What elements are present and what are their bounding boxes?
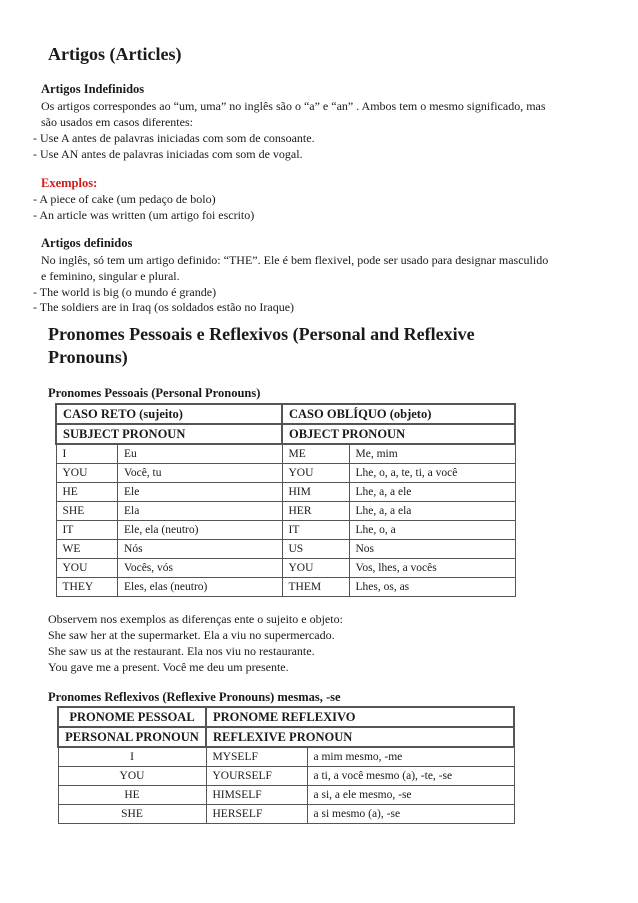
pronouns-title-line2: Pronouns) (48, 347, 128, 367)
indefinite-text-line1: Os artigos correspondes ao “um, uma” no inglês são o “a” e “an” . Ambos tem o mesmo significado, mas (41, 99, 546, 113)
table-cell: a si mesmo (a), -se (307, 804, 514, 823)
table-row (58, 785, 514, 804)
pronoun-example-line: Observem nos exemplos as diferenças ente o sujeito e objeto: (48, 612, 343, 626)
definite-text-line2: e feminino, singular e plural. (41, 269, 180, 283)
table-header-cell: PRONOME PESSOAL (58, 707, 206, 727)
table-cell: YOU (58, 766, 206, 785)
examples-heading: Exemplos: (41, 176, 98, 190)
table-row (56, 558, 515, 577)
personal-pronouns-table (55, 403, 516, 597)
table-cell: Ela (118, 501, 282, 520)
table-cell: MYSELF (206, 747, 307, 766)
table-cell: YOU (282, 463, 349, 482)
table-cell: ME (282, 444, 349, 463)
table-row (56, 520, 515, 539)
table-cell: I (56, 444, 118, 463)
table-cell: YOU (56, 558, 118, 577)
definite-bullet1: - The world is big (o mundo é grande) (33, 285, 217, 299)
table-cell: HER (282, 501, 349, 520)
table-cell: Nós (118, 539, 282, 558)
indefinite-bullet-a: - Use A antes de palavras iniciadas com som de consoante. (33, 131, 315, 145)
table-header-cell: OBJECT PRONOUN (282, 424, 515, 444)
reflexive-pronouns-table (57, 706, 515, 824)
table-cell: SHE (56, 501, 118, 520)
table-cell: Vocês, vós (118, 558, 282, 577)
table-cell: Ele, ela (neutro) (118, 520, 282, 539)
table-cell: Lhe, a, a ela (349, 501, 515, 520)
pronouns-title-line1: Pronomes Pessoais e Reflexivos (Personal and Reflexive (48, 324, 475, 344)
indefinite-text-line2: são usados em casos diferentes: (41, 115, 193, 129)
table-row (56, 463, 515, 482)
definite-bullet2: - The soldiers are in Iraq (os soldados estão no Iraque) (33, 300, 295, 314)
table-header-cell: CASO OBLÍQUO (objeto) (282, 404, 515, 424)
table-header-cell: CASO RETO (sujeito) (56, 404, 282, 424)
table-row (58, 766, 514, 785)
table-cell: Lhe, o, a, te, ti, a você (349, 463, 515, 482)
table-cell: HERSELF (206, 804, 307, 823)
table-row (58, 747, 514, 766)
pronoun-example-line: She saw us at the restaurant. Ela nos viu no restaurante. (48, 644, 315, 658)
table-header-cell: SUBJECT PRONOUN (56, 424, 282, 444)
table-cell: THEM (282, 577, 349, 596)
table-cell: I (58, 747, 206, 766)
table-cell: Me, mim (349, 444, 515, 463)
table-cell: YOU (282, 558, 349, 577)
pronoun-example-line: You gave me a present. Você me deu um presente. (48, 660, 289, 674)
table-header-cell: PRONOME REFLEXIVO (206, 707, 514, 727)
table-cell: WE (56, 539, 118, 558)
table-cell: a ti, a você mesmo (a), -te, -se (307, 766, 514, 785)
table-cell: Lhes, os, as (349, 577, 515, 596)
table-row (58, 804, 514, 823)
table-cell: SHE (58, 804, 206, 823)
table-cell: a mim mesmo, -me (307, 747, 514, 766)
table-cell: YOU (56, 463, 118, 482)
indefinite-bullet-an: - Use AN antes de palavras iniciadas com som de vogal. (33, 147, 303, 161)
example-line2: - An article was written (um artigo foi escrito) (33, 208, 255, 222)
table-cell: Eu (118, 444, 282, 463)
table-row (56, 539, 515, 558)
definite-heading: Artigos definidos (41, 236, 133, 250)
table-row (56, 444, 515, 463)
table-cell: Lhe, o, a (349, 520, 515, 539)
reflexive-pronouns-label: Pronomes Reflexivos (Reflexive Pronouns) mesmas, -se (48, 690, 341, 704)
table-cell: Ele (118, 482, 282, 501)
table-row (56, 501, 515, 520)
table-cell: HIMSELF (206, 785, 307, 804)
table-cell: HE (58, 785, 206, 804)
table-cell: a si, a ele mesmo, -se (307, 785, 514, 804)
personal-pronouns-label: Pronomes Pessoais (Personal Pronouns) (48, 386, 261, 400)
table-cell: HE (56, 482, 118, 501)
table-cell: Eles, elas (neutro) (118, 577, 282, 596)
table-cell: IT (56, 520, 118, 539)
table-cell: YOURSELF (206, 766, 307, 785)
indefinite-heading: Artigos Indefinidos (41, 82, 145, 96)
table-cell: IT (282, 520, 349, 539)
table-cell: HIM (282, 482, 349, 501)
articles-title: Artigos (Articles) (48, 44, 182, 64)
table-cell: Vos, lhes, a vocês (349, 558, 515, 577)
table-cell: Lhe, a, a ele (349, 482, 515, 501)
table-header-cell: PERSONAL PRONOUN (58, 727, 206, 747)
table-cell: THEY (56, 577, 118, 596)
table-header-cell: REFLEXIVE PRONOUN (206, 727, 514, 747)
table-cell: US (282, 539, 349, 558)
table-row (56, 482, 515, 501)
table-row (56, 577, 515, 596)
definite-text-line1: No inglês, só tem um artigo definido: “THE”. Ele é bem flexivel, pode ser usado para designar masculido (41, 253, 549, 267)
pronoun-example-line: She saw her at the supermarket. Ela a viu no supermercado. (48, 628, 335, 642)
table-cell: Você, tu (118, 463, 282, 482)
example-line1: - A piece of cake (um pedaço de bolo) (33, 192, 216, 206)
table-cell: Nos (349, 539, 515, 558)
